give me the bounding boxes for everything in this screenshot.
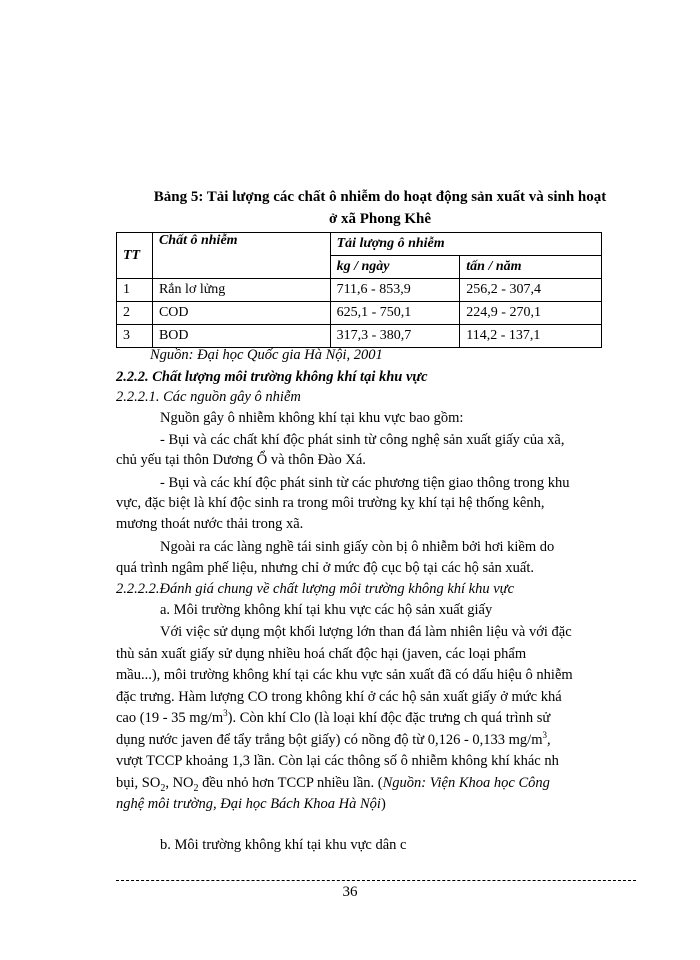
text-segment: bụi, SO: [116, 775, 161, 791]
text-segment: cao (19 - 35 mg/m: [116, 710, 224, 726]
paragraph-line: quá trình ngâm phế liệu, nhưng chỉ ở mức độ cục bộ tại các hộ sản xuất.: [116, 560, 534, 576]
paragraph-line: - Bụi và các khí độc phát sinh từ các phương tiện giao thông trong khu: [160, 475, 570, 491]
paragraph-line: chủ yếu tại thôn Dương Ổ và thôn Đào Xá.: [116, 452, 366, 468]
paragraph-line: đặc trưng. Hàm lượng CO trong không khí ở các hộ sản xuất giấy ở mức khá: [116, 689, 562, 705]
cell-kg-per-day: 317,3 - 380,7: [330, 325, 460, 348]
header-load: Tải lượng ô nhiễm: [330, 233, 601, 256]
pollution-load-table: [116, 232, 602, 348]
section-heading-2-2-2: 2.2.2. Chất lượng môi trường không khí tại khu vực: [116, 369, 428, 385]
paragraph-line: - Bụi và các chất khí độc phát sinh từ công nghệ sản xuất giấy của xã,: [160, 432, 565, 448]
paragraph-line: thù sản xuất giấy sử dụng nhiều hoá chất độc hại (javen, các loại phẩm: [116, 646, 527, 662]
page-number: 36: [342, 884, 358, 900]
text-segment: đều nhỏ hơn TCCP nhiều lần. (: [198, 775, 383, 791]
table-row: [117, 302, 602, 325]
paragraph-line: vượt TCCP khoảng 1,3 lần. Còn lại các thông số ô nhiễm không khí khác nh: [116, 753, 559, 769]
source-citation: Nguồn: Viện Khoa học Công: [382, 775, 550, 791]
paragraph-line-with-superscript: [116, 731, 640, 749]
text-segment: , NO: [165, 775, 194, 791]
table-caption-line-1: Bảng 5: Tải lượng các chất ô nhiễm do hoạt động sản xuất và sinh hoạt: [153, 189, 607, 205]
cell-pollutant: Rắn lơ lửng: [152, 279, 330, 302]
paragraph-line: Nguồn gây ô nhiễm không khí tại khu vực bao gồm:: [160, 410, 464, 426]
cell-ton-per-year: 256,2 - 307,4: [460, 279, 602, 302]
text-segment: dụng nước javen để tẩy trắng bột giấy) có nồng độ từ 0,126 - 0,133 mg/m: [116, 732, 543, 748]
cell-ton-per-year: 224,9 - 270,1: [460, 302, 602, 325]
footer-divider: [116, 880, 636, 881]
cell-kg-per-day: 711,6 - 853,9: [330, 279, 460, 302]
paragraph-line: mương thoát nước thải trong xã.: [116, 516, 304, 532]
cell-ton-per-year: 114,2 - 137,1: [460, 325, 602, 348]
header-tt: TT: [117, 233, 153, 279]
cell-pollutant: COD: [152, 302, 330, 325]
header-ton-per-year: tấn / năm: [460, 256, 602, 279]
table-source-note: Nguồn: Đại học Quốc gia Hà Nội, 2001: [150, 347, 383, 363]
cell-kg-per-day: 625,1 - 750,1: [330, 302, 460, 325]
superscript: 3: [223, 708, 228, 719]
paragraph-line: Ngoài ra các làng nghề tái sinh giấy còn bị ô nhiễm bởi hơi kiềm do: [160, 539, 555, 555]
table-row: [117, 279, 602, 302]
paragraph-line-with-subscript: [116, 774, 640, 792]
cell-pollutant: BOD: [152, 325, 330, 348]
text-segment: ). Còn khí Clo (là loại khí độc đặc trưng ch quá trình sử: [227, 710, 551, 726]
paragraph-line-with-superscript: [116, 709, 640, 727]
section-heading-2-2-2-2: 2.2.2.2.Đánh giá chung về chất lượng môi trường không khí khu vực: [116, 581, 515, 597]
superscript: 3: [542, 730, 547, 741]
text-segment: ,: [547, 732, 551, 748]
subsection-a: a. Môi trường không khí tại khu vực các hộ sản xuất giấy: [160, 602, 493, 618]
paragraph-line: mầu...), môi trường không khí tại các khu vực sản xuất đã có dấu hiệu ô nhiễm: [116, 667, 573, 683]
header-kg-per-day: kg / ngày: [330, 256, 460, 279]
subscript: 2: [193, 782, 199, 794]
section-heading-2-2-2-1: 2.2.2.1. Các nguồn gây ô nhiễm: [116, 389, 301, 405]
cell-tt: 1: [117, 279, 153, 302]
text-segment: ): [380, 796, 386, 812]
table-header-row: [117, 233, 602, 256]
paragraph-line: Với việc sử dụng một khối lượng lớn than đá làm nhiên liệu và với đặc: [160, 624, 572, 640]
paragraph-line: vực, đặc biệt là khí độc sinh ra trong môi trường kỵ khí tại hệ thống kênh,: [116, 495, 545, 511]
subscript: 2: [160, 782, 166, 794]
header-pollutant: Chất ô nhiễm: [152, 233, 330, 279]
table-caption-line-2: ở xã Phong Khê: [328, 211, 432, 227]
table-row: [117, 325, 602, 348]
source-citation: nghệ môi trường, Đại học Bách Khoa Hà Nội: [116, 796, 381, 812]
cell-tt: 2: [117, 302, 153, 325]
cell-tt: 3: [117, 325, 153, 348]
subsection-b: b. Môi trường không khí tại khu vực dân c: [160, 837, 407, 853]
paragraph-line: [116, 795, 640, 813]
